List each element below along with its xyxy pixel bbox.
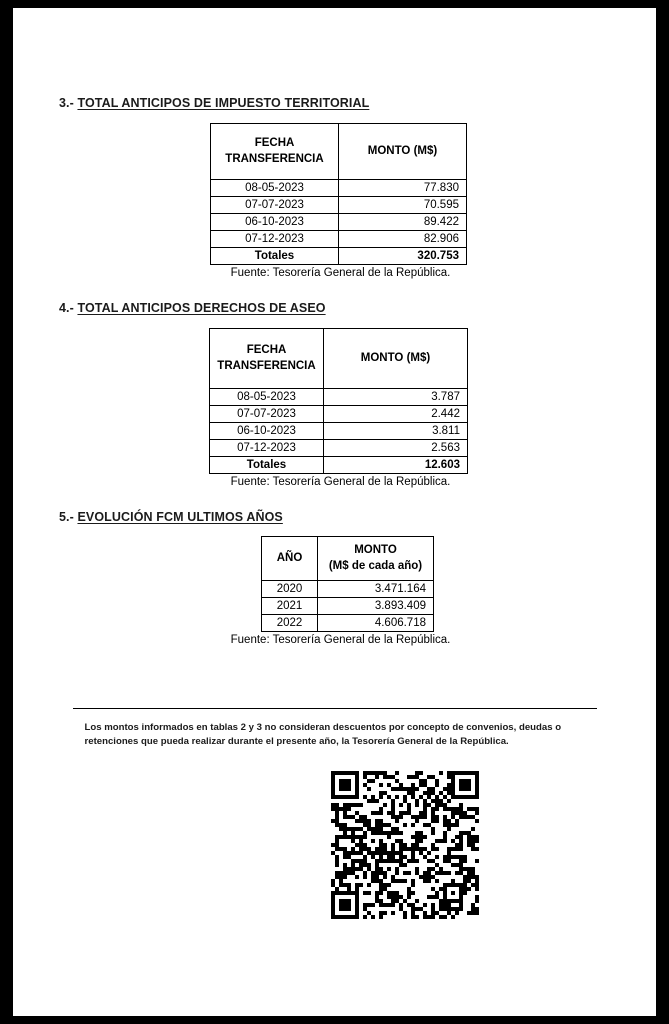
cell-amount: 2.563	[324, 440, 468, 457]
section-4-heading	[59, 301, 656, 315]
table-5-header-monto-line2: (M$ de cada año)	[328, 559, 423, 572]
section-5-number: 5.-	[59, 510, 74, 524]
cell-amount: 77.830	[339, 180, 467, 197]
table-4-source: Fuente: Tesorería General de la República.	[230, 476, 451, 488]
table-row	[211, 214, 467, 231]
cell-date: 07-12-2023	[210, 440, 324, 457]
table-row	[211, 197, 467, 214]
cell-year: 2020	[262, 581, 318, 598]
table-header-row	[210, 329, 468, 389]
cell-date: 08-05-2023	[211, 180, 339, 197]
section-3-number: 3.-	[59, 96, 74, 110]
table-4-header-fecha: FECHA TRANSFERENCIA	[210, 329, 324, 389]
cell-amount: 3.811	[324, 423, 468, 440]
cell-date: 07-12-2023	[211, 231, 339, 248]
section-4-title: TOTAL ANTICIPOS DERECHOS DE ASEO	[77, 301, 326, 315]
cell-year: 2021	[262, 598, 318, 615]
cell-amount: 82.906	[339, 231, 467, 248]
cell-amount: 3.787	[324, 389, 468, 406]
table-header-row	[262, 537, 434, 581]
table-5-source: Fuente: Tesorería General de la República.	[230, 634, 451, 647]
footer-divider	[73, 708, 597, 709]
table-4	[209, 328, 468, 474]
table-3	[210, 123, 467, 265]
section-4	[13, 301, 656, 488]
table-total-row	[211, 248, 467, 265]
section-4-number: 4.-	[59, 301, 74, 315]
table-header-row	[211, 124, 467, 180]
table-row	[262, 615, 434, 632]
table-3-source: Fuente: Tesorería General de la República.	[230, 267, 451, 279]
cell-date: 07-07-2023	[211, 197, 339, 214]
cell-date: 08-05-2023	[210, 389, 324, 406]
table-5-header-monto-line1: MONTO	[354, 544, 397, 556]
cell-amount: 70.595	[339, 197, 467, 214]
footer-note: Los montos informados en tablas 2 y 3 no consideran descuentos por concepto de convenios, deudas o retenciones que pueda realizar durante el presente año, la Tesorería General de la República.	[84, 722, 562, 747]
section-3-title: TOTAL ANTICIPOS DE IMPUESTO TERRITORIAL	[77, 96, 370, 110]
table-3-header-monto: MONTO (M$)	[339, 124, 467, 180]
cell-amount: 4.606.718	[318, 615, 434, 632]
table-row	[262, 598, 434, 615]
table-row	[211, 231, 467, 248]
table-row	[211, 180, 467, 197]
cell-total-value: 12.603	[324, 457, 468, 474]
table-row	[210, 440, 468, 457]
section-3-heading	[59, 96, 656, 110]
cell-date: 07-07-2023	[210, 406, 324, 423]
document-page	[13, 8, 656, 1016]
qr-code[interactable]	[331, 771, 479, 919]
cell-amount: 3.893.409	[318, 598, 434, 615]
cell-total-value: 320.753	[339, 248, 467, 265]
table-4-header-monto: MONTO (M$)	[324, 329, 468, 389]
table-row	[262, 581, 434, 598]
table-row	[210, 406, 468, 423]
cell-date: 06-10-2023	[210, 423, 324, 440]
section-5-heading	[59, 510, 656, 524]
cell-amount: 2.442	[324, 406, 468, 423]
cell-amount: 89.422	[339, 214, 467, 231]
cell-year: 2022	[262, 615, 318, 632]
table-4-wrapper	[13, 328, 656, 474]
footer	[13, 708, 656, 919]
cell-total-label: Totales	[210, 457, 324, 474]
table-total-row	[210, 457, 468, 474]
section-5-title: EVOLUCIÓN FCM ULTIMOS AÑOS	[77, 510, 283, 524]
section-3	[13, 96, 656, 279]
table-5-header-anio: AÑO	[262, 537, 318, 581]
cell-amount: 3.471.164	[318, 581, 434, 598]
table-row	[210, 389, 468, 406]
table-3-wrapper	[13, 123, 656, 265]
table-5-wrapper	[13, 536, 656, 632]
table-5-header-monto	[318, 537, 434, 581]
section-5	[13, 510, 656, 646]
table-3-header-fecha: FECHA TRANSFERENCIA	[211, 124, 339, 180]
cell-total-label: Totales	[211, 248, 339, 265]
table-5	[261, 536, 434, 632]
qr-code-wrapper	[13, 771, 656, 919]
cell-date: 06-10-2023	[211, 214, 339, 231]
table-row	[210, 423, 468, 440]
